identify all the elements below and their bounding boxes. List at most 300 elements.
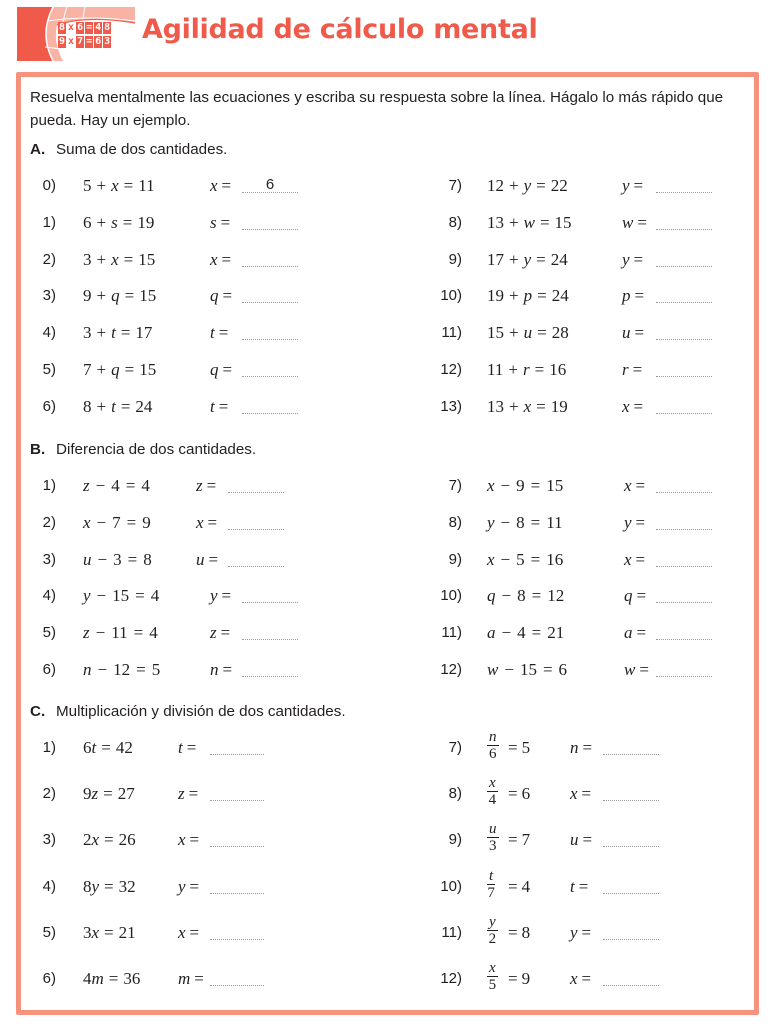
variable: q [111, 286, 120, 306]
equals-sign: = [136, 660, 146, 679]
answer-blank[interactable] [656, 397, 712, 414]
operator: − [95, 623, 106, 643]
answer-label [622, 323, 644, 343]
operator: + [509, 286, 519, 306]
fraction-denominator: 4 [488, 792, 497, 809]
answer-variable: y [622, 249, 630, 269]
problem-number: 10) [440, 587, 462, 605]
result: 5 [521, 738, 531, 757]
equals-sign: = [632, 360, 643, 379]
answer-label [624, 660, 649, 680]
operand: 15 [112, 586, 130, 606]
equals-sign: = [578, 876, 589, 896]
equals-sign: = [581, 969, 592, 988]
operand: 12 [113, 660, 131, 679]
fraction-numerator: t [489, 867, 494, 884]
equals-sign: = [120, 396, 131, 416]
equals-sign: = [581, 922, 592, 942]
operator: − [504, 660, 514, 679]
variable: u [83, 549, 92, 569]
equals-sign: = [636, 623, 647, 643]
equals-sign: = [125, 476, 136, 495]
variable: x [487, 476, 495, 495]
equals-sign: = [208, 549, 219, 569]
answer-blank[interactable] [656, 360, 712, 377]
equals-sign: = [542, 660, 553, 679]
operator: − [500, 512, 511, 532]
operand: 17 [487, 249, 504, 269]
coefficient: 3 [83, 922, 92, 942]
section-letter: C. [30, 703, 46, 720]
equals-sign: = [220, 212, 231, 232]
answer-variable: z [196, 476, 203, 495]
result: 15 [546, 476, 564, 495]
result: 4 [149, 623, 158, 643]
fraction [487, 730, 499, 761]
problem-number: 5) [42, 923, 56, 941]
result: 6 [558, 660, 568, 679]
coefficient: 8 [83, 876, 92, 896]
variable: z [83, 623, 90, 643]
answer-blank[interactable] [656, 286, 712, 303]
problem-number: 10) [440, 877, 462, 895]
fraction-denominator: 3 [489, 838, 497, 855]
answer-blank[interactable] [603, 738, 659, 755]
logo-glyph: 4 [95, 22, 102, 33]
answer-variable: q [210, 360, 219, 379]
equals-sign: = [221, 586, 232, 606]
answer-variable: w [622, 212, 634, 232]
variable: x [91, 922, 100, 942]
variable: w [523, 212, 535, 232]
variable: u [523, 323, 533, 343]
answer-label [624, 476, 645, 496]
answer-variable: t [210, 323, 215, 343]
answer-variable: u [622, 323, 631, 343]
answer-variable: y [622, 176, 630, 195]
variable: q [111, 360, 120, 379]
equals-sign: = [633, 249, 644, 269]
result: 6 [521, 784, 531, 804]
equals-sign: = [135, 586, 145, 606]
problem-number: 2) [42, 250, 56, 268]
equation-result [504, 830, 530, 850]
fraction-denominator: 7 [487, 884, 495, 901]
problem-number: 9) [448, 250, 462, 268]
problem-number: 3) [42, 550, 56, 568]
section-letter: A. [30, 141, 46, 158]
result: 17 [135, 323, 153, 343]
problem-number: 4) [42, 324, 56, 342]
problem-number: 13) [440, 397, 462, 415]
equals-sign: = [123, 249, 134, 269]
equals-sign: = [508, 922, 518, 942]
result: 22 [550, 176, 568, 195]
logo-glyph: 8 [104, 22, 111, 33]
result: 4 [141, 476, 150, 495]
answer-label [570, 969, 591, 989]
equation-row [0, 513, 775, 537]
result: 19 [137, 212, 155, 232]
problem-number: 8) [448, 513, 462, 531]
operator: + [96, 176, 107, 195]
answer-variable: u [570, 830, 579, 850]
result: 16 [546, 549, 564, 569]
equals-sign: = [636, 586, 647, 606]
answer-variable: t [210, 396, 215, 416]
equals-sign: = [221, 176, 232, 195]
variable: t [111, 396, 116, 416]
result: 16 [549, 360, 567, 379]
coefficient: 9 [83, 784, 92, 804]
equals-sign: = [635, 549, 646, 569]
result: 15 [139, 360, 157, 379]
section-title: Multiplicación y división de dos cantidades. [56, 703, 346, 720]
result: 5 [151, 660, 161, 679]
equation-row [0, 660, 775, 684]
result: 19 [550, 396, 568, 416]
operand: 3 [83, 249, 92, 269]
operand: 15 [487, 323, 504, 343]
problem-number: 6) [42, 661, 56, 678]
result: 8 [521, 922, 531, 942]
equation-row [0, 176, 775, 200]
operand: 8 [516, 512, 525, 532]
answer-label [624, 586, 646, 606]
problem-number: 9) [448, 831, 462, 849]
equals-sign: = [120, 323, 131, 343]
equals-sign: = [186, 738, 197, 757]
answer-blank[interactable] [656, 323, 712, 340]
operator: + [509, 212, 519, 232]
operand: 8 [83, 396, 92, 416]
operand: 3 [113, 549, 122, 569]
equation [487, 623, 564, 643]
answer-blank[interactable] [603, 969, 659, 986]
equals-sign: = [188, 784, 199, 804]
answer-variable: m [178, 969, 191, 988]
equation-row [0, 913, 775, 947]
variable: s [111, 212, 118, 232]
equals-sign: = [536, 396, 546, 416]
answer-variable: a [624, 623, 633, 643]
answer-variable: x [178, 830, 186, 850]
operator: + [509, 176, 519, 195]
logo-equations [58, 22, 138, 48]
problem-number: 11) [441, 923, 462, 941]
answer-variable: x [624, 549, 632, 569]
problem-number: 3) [42, 287, 56, 305]
answer-variable: x [210, 176, 218, 195]
logo-glyph: 3 [104, 36, 111, 47]
equals-sign: = [531, 586, 542, 606]
equals-sign: = [508, 876, 518, 896]
operator: + [508, 360, 518, 379]
variable: x [523, 396, 532, 416]
operand: 12 [487, 176, 504, 195]
answer-label [570, 877, 588, 897]
logo-glyph: = [86, 22, 93, 33]
answer-blank[interactable] [656, 513, 712, 530]
equals-sign: = [508, 969, 518, 988]
equals-sign: = [581, 784, 592, 804]
answer-blank[interactable] [656, 476, 712, 493]
answer-blank[interactable] [656, 550, 712, 567]
operand: 4 [111, 476, 120, 495]
equals-sign: = [537, 323, 547, 343]
answer-label [624, 513, 645, 533]
answer-variable: y [570, 922, 578, 942]
variable: y [83, 586, 91, 606]
answer-label [570, 923, 591, 943]
answer-label [622, 397, 643, 417]
equals-sign: = [126, 512, 137, 532]
equals-sign: = [221, 249, 232, 269]
equation-row [0, 775, 775, 809]
logo-glyph: 8 [59, 22, 66, 33]
answer-variable: y [624, 512, 632, 532]
equals-sign: = [104, 876, 114, 896]
equation-row [0, 323, 775, 347]
operand: 13 [487, 212, 504, 232]
answer-variable: y [178, 876, 186, 896]
equals-sign: = [634, 286, 645, 306]
instructions-text: Resuelva mentalmente las ecuaciones y escriba su respuesta sobre la línea. Hágalo lo más rápido que pueda. Hay un ejemplo. [30, 89, 724, 129]
equation-row [0, 821, 775, 855]
variable: r [522, 360, 530, 379]
result: 21 [118, 922, 136, 942]
equals-sign: = [124, 286, 135, 306]
problem-number: 2) [42, 513, 56, 531]
answer-variable: q [624, 586, 633, 606]
answer-variable: n [570, 738, 579, 757]
fraction [487, 776, 498, 807]
equation-result [504, 969, 530, 989]
answer-blank[interactable] [603, 784, 659, 801]
variable: q [487, 586, 496, 606]
variable: x [111, 249, 119, 269]
equals-sign: = [122, 212, 133, 232]
operator: + [96, 396, 107, 416]
equals-sign: = [633, 176, 644, 195]
section-heading [30, 141, 227, 158]
equals-sign: = [534, 360, 545, 379]
variable: p [523, 286, 533, 306]
problem-number: 1) [42, 739, 56, 756]
operator: + [509, 249, 519, 269]
section-title: Diferencia de dos cantidades. [56, 441, 257, 458]
answer-label [622, 176, 643, 196]
answer-blank[interactable] [656, 250, 712, 267]
result: 7 [521, 830, 531, 850]
result: 32 [118, 876, 136, 896]
operator: − [500, 549, 511, 569]
variable: t [111, 323, 116, 343]
variable: x [111, 176, 119, 195]
fraction-numerator: x [489, 775, 496, 792]
operand: 7 [112, 512, 121, 532]
equation [487, 176, 568, 196]
equals-sign: = [206, 476, 217, 495]
equals-sign: = [508, 784, 518, 804]
answer-blank[interactable] [656, 176, 712, 193]
operand: 11 [111, 623, 128, 643]
result: 11 [138, 176, 155, 195]
answer-label [622, 360, 642, 380]
equals-sign: = [635, 476, 646, 495]
equals-sign: = [637, 212, 647, 232]
operator: + [96, 360, 107, 379]
operator: + [509, 323, 519, 343]
answer-variable: x [196, 512, 204, 532]
answer-blank[interactable]: 6 [242, 176, 298, 193]
equals-sign: = [123, 176, 134, 195]
answer-variable: z [178, 784, 185, 804]
operand: 15 [519, 660, 537, 679]
problem-number: 4) [42, 587, 56, 605]
problem-number: 4) [42, 877, 56, 895]
variable: x [91, 830, 100, 850]
equals-sign: = [222, 360, 233, 379]
operand: 4 [517, 623, 526, 643]
equals-sign: = [108, 969, 119, 988]
answer-variable: z [210, 623, 217, 643]
fraction-denominator: 6 [489, 746, 497, 762]
equals-sign: = [530, 549, 541, 569]
problem-number: 3) [42, 831, 56, 849]
logo-glyph: x [68, 36, 75, 47]
answer-variable: s [210, 212, 217, 232]
equation-result [504, 784, 530, 804]
answer-label [624, 623, 646, 643]
answer-variable: p [622, 286, 631, 306]
problem-number: 9) [448, 550, 462, 568]
answer-blank[interactable] [656, 660, 712, 677]
operand: 6 [83, 212, 92, 232]
equals-sign: = [104, 830, 114, 850]
equation [487, 213, 572, 233]
equals-sign: = [124, 360, 135, 379]
answer-variable: t [178, 738, 183, 757]
equation [487, 397, 568, 417]
equation [487, 550, 563, 570]
fraction-numerator: x [489, 960, 496, 976]
equation [487, 660, 567, 680]
problem-number: 7) [448, 477, 462, 494]
equals-sign: = [189, 922, 200, 942]
answer-variable: q [210, 286, 219, 306]
logo-glyph: x [68, 22, 75, 33]
answer-blank[interactable] [656, 623, 712, 640]
coefficient: 4 [83, 969, 92, 988]
equation-result [504, 877, 530, 897]
answer-variable: x [570, 784, 578, 804]
equals-sign: = [220, 623, 231, 643]
equals-sign: = [508, 738, 518, 757]
operand: 9 [83, 286, 92, 306]
result: 8 [143, 549, 152, 569]
result: 9 [142, 512, 151, 532]
operand: 5 [516, 549, 525, 569]
operator: − [97, 660, 108, 679]
equals-sign: = [104, 922, 114, 942]
equation-row [0, 960, 775, 993]
equation-row [0, 550, 775, 574]
operator: + [96, 323, 107, 343]
equals-sign: = [635, 512, 646, 532]
problem-number: 1) [42, 477, 56, 494]
result: 9 [521, 969, 531, 988]
variable: w [487, 660, 499, 679]
answer-blank[interactable] [603, 923, 659, 940]
variable: x [83, 512, 91, 532]
equation-row [0, 360, 775, 384]
equals-sign: = [218, 396, 229, 416]
problem-number: 12) [440, 970, 462, 987]
variable: y [91, 876, 100, 896]
fraction-numerator: n [489, 729, 497, 745]
result: 27 [117, 784, 135, 804]
answer-label [622, 250, 643, 270]
equals-sign: = [508, 830, 518, 850]
operator: + [96, 249, 107, 269]
equals-sign: = [103, 784, 113, 804]
answer-blank[interactable] [656, 213, 712, 230]
answer-blank[interactable] [656, 586, 712, 603]
problem-number: 6) [42, 970, 56, 987]
answer-label [570, 830, 592, 850]
equation-row [0, 397, 775, 421]
fraction [487, 869, 495, 900]
result: 24 [135, 396, 153, 416]
answer-label [570, 784, 591, 804]
result: 42 [115, 738, 133, 757]
equals-sign: = [539, 212, 550, 232]
logo-glyph: 7 [77, 36, 84, 47]
operator: − [501, 586, 512, 606]
answer-label [622, 286, 644, 306]
problem-number: 12) [440, 661, 462, 678]
variable: n [83, 660, 92, 679]
page-header [0, 0, 775, 70]
answer-variable: r [622, 360, 629, 379]
equation [487, 360, 566, 380]
result: 11 [546, 512, 563, 532]
equals-sign: = [189, 830, 200, 850]
variable: z [83, 476, 90, 495]
problem-number: 6) [42, 397, 56, 415]
section-title: Suma de dos cantidades. [56, 141, 228, 158]
result: 15 [139, 286, 157, 306]
equation [487, 323, 569, 343]
equals-sign: = [536, 176, 546, 195]
operator: − [96, 586, 107, 606]
problem-number: 2) [42, 785, 56, 803]
operand: 8 [517, 586, 526, 606]
equation [487, 586, 564, 606]
answer-label [570, 738, 592, 758]
equals-sign: = [536, 249, 546, 269]
answer-blank[interactable] [603, 830, 659, 847]
section-heading [30, 441, 256, 458]
problem-number: 5) [42, 624, 56, 642]
logo-glyph: = [86, 36, 93, 47]
equals-sign: = [633, 396, 644, 416]
problem-number: 7) [448, 177, 462, 194]
answer-blank[interactable] [603, 877, 659, 894]
answer-label [622, 213, 647, 233]
result: 4 [150, 586, 160, 606]
